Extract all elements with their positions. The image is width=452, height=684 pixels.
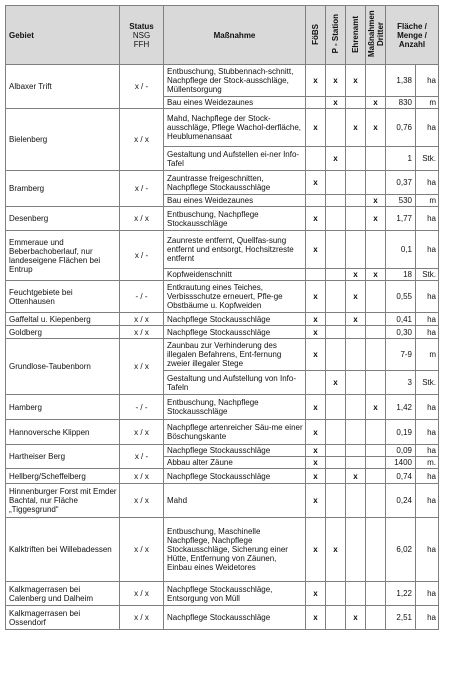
pstation-mark — [326, 457, 346, 469]
status-cell: x / x — [120, 313, 164, 326]
dritter-mark: x — [366, 207, 386, 231]
ehrenamt-mark: x — [346, 269, 366, 281]
table-header — [6, 6, 439, 65]
value-cell: 6,02 — [386, 518, 416, 582]
dritter-mark — [366, 326, 386, 339]
massnahme-cell: Mahd, Nachpflege der Stock-ausschläge, Pflege Wachol-derfläche, Heublumenansaat — [164, 109, 306, 147]
pstation-mark — [326, 582, 346, 606]
dritter-mark: x — [366, 97, 386, 109]
unit-cell: ha — [416, 313, 439, 326]
dritter-mark — [366, 147, 386, 171]
status-cell: x / - — [120, 65, 164, 109]
status-cell: x / x — [120, 518, 164, 582]
unit-cell: Stk. — [416, 147, 439, 171]
gebiet-cell: Albaxer Trift — [6, 65, 120, 109]
ehrenamt-mark — [346, 207, 366, 231]
massnahme-cell: Zaunbau zur Verhinderung des illegalen Befahrens, Ent-fernung zweier illegaler Stege — [164, 339, 306, 371]
value-cell: 1 — [386, 147, 416, 171]
massnahmen-table — [5, 5, 439, 630]
fobs-mark: x — [306, 469, 326, 484]
fobs-mark — [306, 269, 326, 281]
header-ehrenamt — [346, 6, 366, 65]
status-cell: x / x — [120, 420, 164, 445]
pstation-mark — [326, 207, 346, 231]
header-status-line2: NSG — [132, 30, 151, 40]
ehrenamt-mark — [346, 484, 366, 518]
dritter-mark — [366, 339, 386, 371]
pstation-mark: x — [326, 371, 346, 395]
table-row — [6, 484, 439, 518]
header-massnahme: Maßnahme — [164, 6, 306, 65]
pstation-mark — [326, 195, 346, 207]
value-cell: 830 — [386, 97, 416, 109]
pstation-mark: x — [326, 518, 346, 582]
ehrenamt-mark — [346, 582, 366, 606]
gebiet-cell: Goldberg — [6, 326, 120, 339]
table-row — [6, 313, 439, 326]
ehrenamt-mark — [346, 445, 366, 457]
dritter-mark — [366, 582, 386, 606]
massnahme-cell: Zauntrasse freigeschnitten, Nachpflege Stockausschläge — [164, 171, 306, 195]
fobs-mark: x — [306, 518, 326, 582]
unit-cell: ha — [416, 109, 439, 147]
unit-cell: ha — [416, 606, 439, 630]
ehrenamt-mark — [346, 231, 366, 269]
value-cell: 0,55 — [386, 281, 416, 313]
gebiet-cell: Hannoversche Klippen — [6, 420, 120, 445]
pstation-mark — [326, 420, 346, 445]
massnahme-cell: Mahd — [164, 484, 306, 518]
massnahme-cell: Nachpflege artenreicher Säu-me einer Böschungskante — [164, 420, 306, 445]
unit-cell: ha — [416, 171, 439, 195]
value-cell: 530 — [386, 195, 416, 207]
massnahme-cell: Entbuschung, Stubbennach-schnitt, Nachpflege der Stock-ausschläge, Müllentsorgung — [164, 65, 306, 97]
value-cell: 1,77 — [386, 207, 416, 231]
dritter-mark — [366, 445, 386, 457]
fobs-mark — [306, 97, 326, 109]
unit-cell: m — [416, 195, 439, 207]
value-cell: 0,30 — [386, 326, 416, 339]
value-cell: 1,22 — [386, 582, 416, 606]
header-pstation-label: P - Station — [331, 14, 340, 54]
unit-cell: ha — [416, 326, 439, 339]
value-cell: 0,1 — [386, 231, 416, 269]
pstation-mark — [326, 171, 346, 195]
value-cell: 18 — [386, 269, 416, 281]
status-cell: x / x — [120, 339, 164, 395]
dritter-mark: x — [366, 109, 386, 147]
header-fobs — [306, 6, 326, 65]
unit-cell: Stk. — [416, 371, 439, 395]
pstation-mark: x — [326, 65, 346, 97]
fobs-mark: x — [306, 171, 326, 195]
unit-cell: m. — [416, 457, 439, 469]
status-cell: - / - — [120, 395, 164, 420]
header-dritter — [366, 6, 386, 65]
value-cell: 0,37 — [386, 171, 416, 195]
massnahme-cell: Nachpflege Stockausschläge — [164, 606, 306, 630]
ehrenamt-mark — [346, 518, 366, 582]
table-row — [6, 339, 439, 371]
dritter-mark — [366, 457, 386, 469]
massnahme-cell: Nachpflege Stockausschläge — [164, 313, 306, 326]
pstation-mark — [326, 469, 346, 484]
ehrenamt-mark: x — [346, 469, 366, 484]
pstation-mark — [326, 269, 346, 281]
value-cell: 0,76 — [386, 109, 416, 147]
dritter-mark — [366, 231, 386, 269]
fobs-mark: x — [306, 484, 326, 518]
massnahme-cell: Gestaltung und Aufstellen ei-ner Info-Tafel — [164, 147, 306, 171]
ehrenamt-mark: x — [346, 313, 366, 326]
dritter-mark — [366, 371, 386, 395]
dritter-mark — [366, 65, 386, 97]
ehrenamt-mark — [346, 147, 366, 171]
pstation-mark — [326, 313, 346, 326]
table-row — [6, 395, 439, 420]
table-row — [6, 518, 439, 582]
massnahme-cell: Entbuschung, Nachpflege Stockausschläge — [164, 395, 306, 420]
table-row — [6, 171, 439, 195]
table-row — [6, 207, 439, 231]
fobs-mark: x — [306, 420, 326, 445]
value-cell: 0,19 — [386, 420, 416, 445]
header-gebiet: Gebiet — [6, 6, 120, 65]
fobs-mark: x — [306, 582, 326, 606]
dritter-mark — [366, 518, 386, 582]
gebiet-cell: Hartheiser Berg — [6, 445, 120, 469]
header-status — [120, 6, 164, 65]
dritter-mark — [366, 606, 386, 630]
table-body — [6, 65, 439, 630]
status-cell: x / x — [120, 326, 164, 339]
fobs-mark: x — [306, 606, 326, 630]
fobs-mark: x — [306, 395, 326, 420]
massnahme-cell: Entbuschung, Nachpflege Stockausschläge — [164, 207, 306, 231]
dritter-mark: x — [366, 269, 386, 281]
massnahme-cell: Nachpflege Stockausschläge — [164, 445, 306, 457]
ehrenamt-mark — [346, 457, 366, 469]
unit-cell: Stk. — [416, 269, 439, 281]
pstation-mark: x — [326, 147, 346, 171]
massnahme-cell: Kopfweidenschnitt — [164, 269, 306, 281]
ehrenamt-mark: x — [346, 281, 366, 313]
table-row — [6, 420, 439, 445]
fobs-mark — [306, 195, 326, 207]
gebiet-cell: Emmeraue und Beberbachoberlauf, nur landeseigene Flächen bei Entrup — [6, 231, 120, 281]
fobs-mark — [306, 147, 326, 171]
dritter-mark — [366, 469, 386, 484]
massnahme-cell: Nachpflege Stockausschläge — [164, 469, 306, 484]
fobs-mark: x — [306, 65, 326, 97]
ehrenamt-mark — [346, 420, 366, 445]
header-dritter-label: Maßnahmen Dritter — [366, 10, 385, 58]
fobs-mark: x — [306, 326, 326, 339]
fobs-mark — [306, 371, 326, 395]
ehrenamt-mark: x — [346, 606, 366, 630]
unit-cell: ha — [416, 207, 439, 231]
unit-cell: ha — [416, 445, 439, 457]
gebiet-cell: Bielenberg — [6, 109, 120, 171]
status-cell: x / x — [120, 207, 164, 231]
value-cell: 0,09 — [386, 445, 416, 457]
dritter-mark — [366, 484, 386, 518]
ehrenamt-mark — [346, 195, 366, 207]
table-row — [6, 582, 439, 606]
dritter-mark: x — [366, 395, 386, 420]
gebiet-cell: Hamberg — [6, 395, 120, 420]
ehrenamt-mark — [346, 326, 366, 339]
massnahme-cell: Zaunreste entfernt, Quellfas-sung entfernt und entsorgt, Hochsitzreste entfernt — [164, 231, 306, 269]
unit-cell: m — [416, 97, 439, 109]
status-cell: x / x — [120, 582, 164, 606]
value-cell: 1,42 — [386, 395, 416, 420]
unit-cell: m — [416, 339, 439, 371]
pstation-mark — [326, 484, 346, 518]
status-cell: x / x — [120, 484, 164, 518]
massnahme-cell: Nachpflege Stockausschläge, Entsorgung von Müll — [164, 582, 306, 606]
value-cell: 2,51 — [386, 606, 416, 630]
pstation-mark — [326, 109, 346, 147]
gebiet-cell: Desenberg — [6, 207, 120, 231]
dritter-mark: x — [366, 195, 386, 207]
ehrenamt-mark — [346, 171, 366, 195]
ehrenamt-mark: x — [346, 65, 366, 97]
unit-cell: ha — [416, 395, 439, 420]
massnahme-cell: Bau eines Weidezaunes — [164, 97, 306, 109]
fobs-mark: x — [306, 109, 326, 147]
pstation-mark — [326, 281, 346, 313]
table-row — [6, 445, 439, 457]
fobs-mark: x — [306, 339, 326, 371]
massnahme-cell: Nachpflege Stockausschläge — [164, 326, 306, 339]
value-cell: 1,38 — [386, 65, 416, 97]
status-cell: x / - — [120, 231, 164, 281]
unit-cell: ha — [416, 484, 439, 518]
table-row — [6, 65, 439, 97]
gebiet-cell: Grundlose-Taubenborn — [6, 339, 120, 395]
dritter-mark — [366, 281, 386, 313]
gebiet-cell: Hellberg/Scheffelberg — [6, 469, 120, 484]
pstation-mark — [326, 326, 346, 339]
gebiet-cell: Kalkmagerrasen bei Calenberg und Dalheim — [6, 582, 120, 606]
gebiet-cell: Gaffeltal u. Kiepenberg — [6, 313, 120, 326]
fobs-mark: x — [306, 281, 326, 313]
unit-cell: ha — [416, 420, 439, 445]
unit-cell: ha — [416, 518, 439, 582]
table-row — [6, 109, 439, 147]
fobs-mark: x — [306, 313, 326, 326]
value-cell: 0,74 — [386, 469, 416, 484]
pstation-mark: x — [326, 97, 346, 109]
dritter-mark — [366, 313, 386, 326]
gebiet-cell: Bramberg — [6, 171, 120, 207]
ehrenamt-mark: x — [346, 109, 366, 147]
value-cell: 3 — [386, 371, 416, 395]
status-cell: x / x — [120, 109, 164, 171]
status-cell: x / - — [120, 171, 164, 207]
table-row — [6, 326, 439, 339]
header-flaeche-line2: Menge / — [397, 30, 427, 40]
status-cell: x / x — [120, 469, 164, 484]
pstation-mark — [326, 606, 346, 630]
status-cell: - / - — [120, 281, 164, 313]
header-pstation — [326, 6, 346, 65]
dritter-mark — [366, 420, 386, 445]
massnahme-cell: Entbuschung, Maschinelle Nachpflege, Nachpflege Stockausschläge, Sicherung einer Hütte, Entfernung von Zäunen, Einbau eines Weidetores — [164, 518, 306, 582]
fobs-mark: x — [306, 231, 326, 269]
table-row — [6, 231, 439, 269]
table-row — [6, 469, 439, 484]
ehrenamt-mark — [346, 97, 366, 109]
value-cell: 0,41 — [386, 313, 416, 326]
status-cell: x / x — [120, 606, 164, 630]
massnahme-cell: Bau eines Weidezaunes — [164, 195, 306, 207]
value-cell: 1400 — [386, 457, 416, 469]
pstation-mark — [326, 231, 346, 269]
header-flaeche-line3: Anzahl — [398, 39, 426, 49]
dritter-mark — [366, 171, 386, 195]
gebiet-cell: Kalktriften bei Willebadessen — [6, 518, 120, 582]
massnahme-cell: Entkrautung eines Teiches, Verbissschutze erneuert, Pfle-ge Obstbäume u. Kopfweiden — [164, 281, 306, 313]
fobs-mark: x — [306, 457, 326, 469]
massnahme-cell: Abbau alter Zäune — [164, 457, 306, 469]
gebiet-cell: Kalkmagerrasen bei Ossendorf — [6, 606, 120, 630]
massnahme-cell: Gestaltung und Aufstellung von Info-Tafeln — [164, 371, 306, 395]
header-ehrenamt-label: Ehrenamt — [351, 15, 360, 53]
ehrenamt-mark — [346, 395, 366, 420]
table-container — [5, 5, 439, 630]
header-flaeche — [386, 6, 439, 65]
value-cell: 0,24 — [386, 484, 416, 518]
ehrenamt-mark — [346, 371, 366, 395]
table-row — [6, 606, 439, 630]
pstation-mark — [326, 445, 346, 457]
unit-cell: ha — [416, 231, 439, 269]
unit-cell: ha — [416, 582, 439, 606]
fobs-mark: x — [306, 445, 326, 457]
value-cell: 7-9 — [386, 339, 416, 371]
pstation-mark — [326, 395, 346, 420]
header-flaeche-line1: Fläche / — [397, 21, 427, 31]
status-cell: x / - — [120, 445, 164, 469]
fobs-mark: x — [306, 207, 326, 231]
unit-cell: ha — [416, 65, 439, 97]
header-fobs-label: FöBS — [311, 23, 320, 45]
header-status-line1: Status — [129, 21, 154, 31]
unit-cell: ha — [416, 469, 439, 484]
table-row — [6, 281, 439, 313]
gebiet-cell: Hinnenburger Forst mit Emder Bachtal, nur Fläche „Tiggesgrund“ — [6, 484, 120, 518]
unit-cell: ha — [416, 281, 439, 313]
pstation-mark — [326, 339, 346, 371]
ehrenamt-mark — [346, 339, 366, 371]
header-status-line3: FFH — [133, 39, 150, 49]
gebiet-cell: Feuchtgebiete bei Ottenhausen — [6, 281, 120, 313]
